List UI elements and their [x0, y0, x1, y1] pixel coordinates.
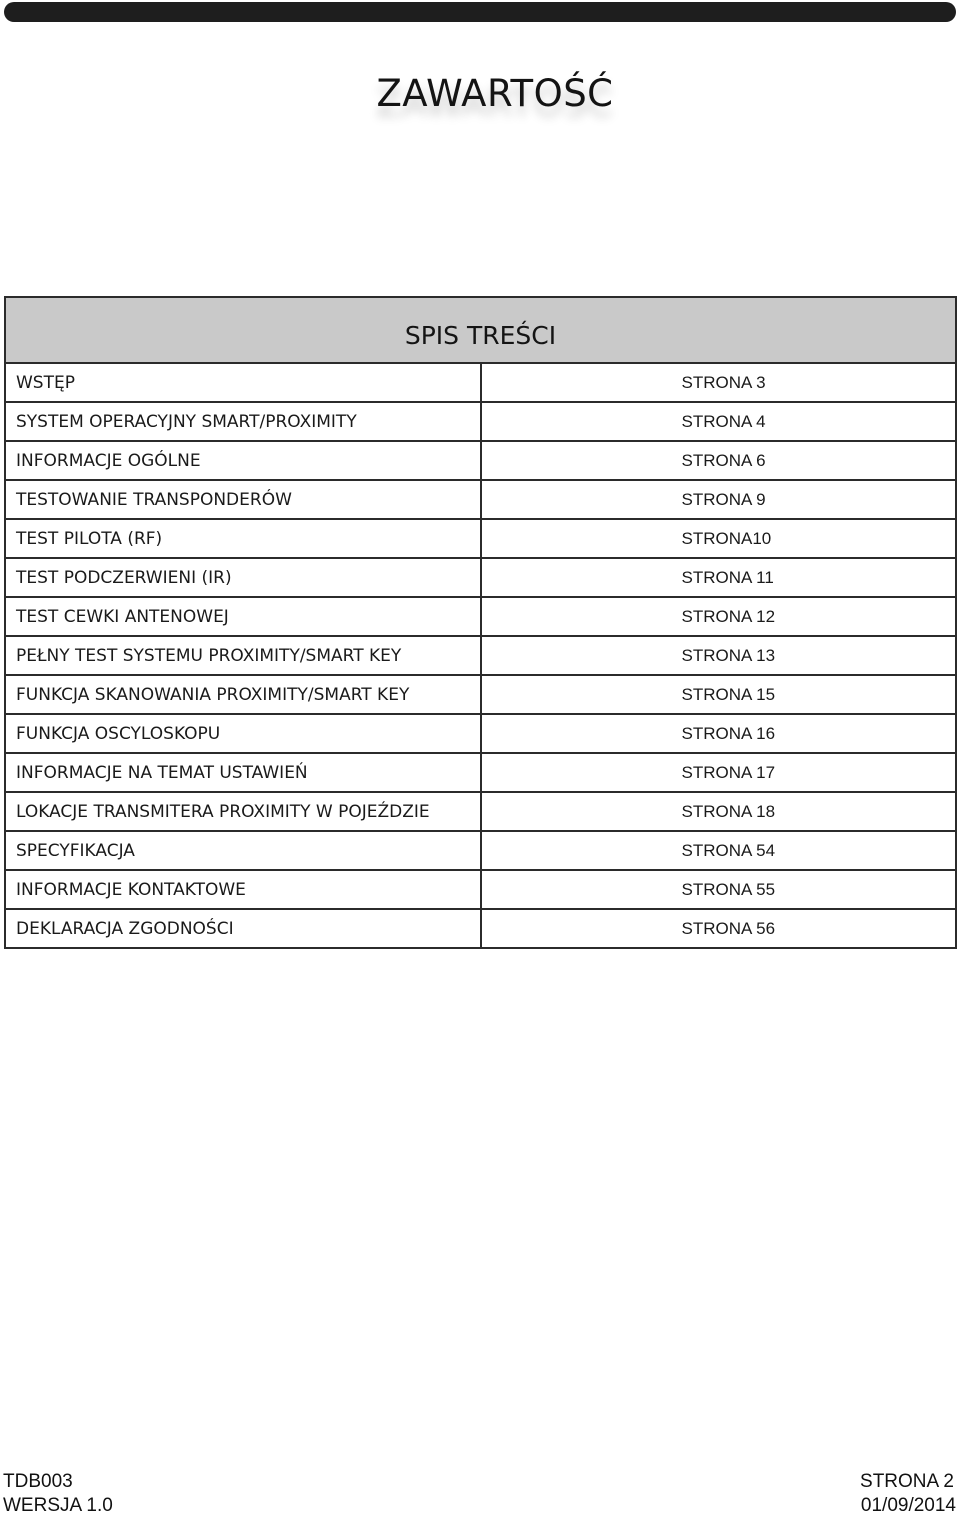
toc-entry-label: FUNKCJA SKANOWANIA PROXIMITY/SMART KEY — [5, 675, 481, 714]
toc-row[interactable] — [5, 363, 956, 402]
toc-entry-label: SPECYFIKACJA — [5, 831, 481, 870]
toc-row[interactable] — [5, 831, 956, 870]
header-bar — [4, 2, 956, 22]
toc-entry-page: STRONA 54 — [481, 831, 957, 870]
footer-page-number: STRONA 2 — [860, 1471, 954, 1492]
toc-body — [5, 363, 956, 948]
toc-entry-page: STRONA 9 — [481, 480, 957, 519]
footer-version: WERSJA 1.0 — [3, 1495, 113, 1516]
toc-entry-page: STRONA 13 — [481, 636, 957, 675]
toc-entry-page: STRONA 18 — [481, 792, 957, 831]
toc-entry-label: TEST CEWKI ANTENOWEJ — [5, 597, 481, 636]
toc-entry-label: WSTĘP — [5, 363, 481, 402]
toc-row[interactable] — [5, 519, 956, 558]
toc-entry-label: FUNKCJA OSCYLOSKOPU — [5, 714, 481, 753]
toc-entry-label: DEKLARACJA ZGODNOŚCI — [5, 909, 481, 948]
toc-entry-page: STRONA 3 — [481, 363, 957, 402]
toc-entry-label: INFORMACJE OGÓLNE — [5, 441, 481, 480]
toc-entry-label: LOKACJE TRANSMITERA PROXIMITY W POJEŹDZIE — [5, 792, 481, 831]
toc-row[interactable] — [5, 597, 956, 636]
toc-row[interactable] — [5, 714, 956, 753]
toc-entry-label: INFORMACJE NA TEMAT USTAWIEŃ — [5, 753, 481, 792]
toc-entry-page: STRONA10 — [481, 519, 957, 558]
toc-row[interactable] — [5, 870, 956, 909]
toc-row[interactable] — [5, 480, 956, 519]
footer-doc-code: TDB003 — [3, 1471, 73, 1492]
toc-entry-page: STRONA 15 — [481, 675, 957, 714]
toc-entry-label: TEST PILOTA (RF) — [5, 519, 481, 558]
toc-entry-label: TEST PODCZERWIENI (IR) — [5, 558, 481, 597]
toc-entry-page: STRONA 55 — [481, 870, 957, 909]
toc-entry-page: STRONA 56 — [481, 909, 957, 948]
toc-row[interactable] — [5, 675, 956, 714]
toc-entry-page: STRONA 16 — [481, 714, 957, 753]
toc-entry-label: PEŁNY TEST SYSTEMU PROXIMITY/SMART KEY — [5, 636, 481, 675]
toc-entry-page: STRONA 4 — [481, 402, 957, 441]
toc-row[interactable] — [5, 558, 956, 597]
toc-entry-page: STRONA 11 — [481, 558, 957, 597]
toc-row[interactable] — [5, 792, 956, 831]
footer-date: 01/09/2014 — [860, 1495, 956, 1516]
toc-row[interactable] — [5, 909, 956, 948]
toc-entry-page: STRONA 17 — [481, 753, 957, 792]
toc-row[interactable] — [5, 636, 956, 675]
toc-entry-label: TESTOWANIE TRANSPONDERÓW — [5, 480, 481, 519]
toc-entry-label: INFORMACJE KONTAKTOWE — [5, 870, 481, 909]
table-of-contents — [4, 296, 957, 949]
page-title: ZAWARTOŚĆ — [376, 72, 614, 115]
toc-entry-label: SYSTEM OPERACYJNY SMART/PROXIMITY — [5, 402, 481, 441]
toc-row[interactable] — [5, 441, 956, 480]
toc-entry-page: STRONA 6 — [481, 441, 957, 480]
toc-row[interactable] — [5, 753, 956, 792]
toc-row[interactable] — [5, 402, 956, 441]
toc-entry-page: STRONA 12 — [481, 597, 957, 636]
toc-title: SPIS TREŚCI — [5, 297, 956, 363]
